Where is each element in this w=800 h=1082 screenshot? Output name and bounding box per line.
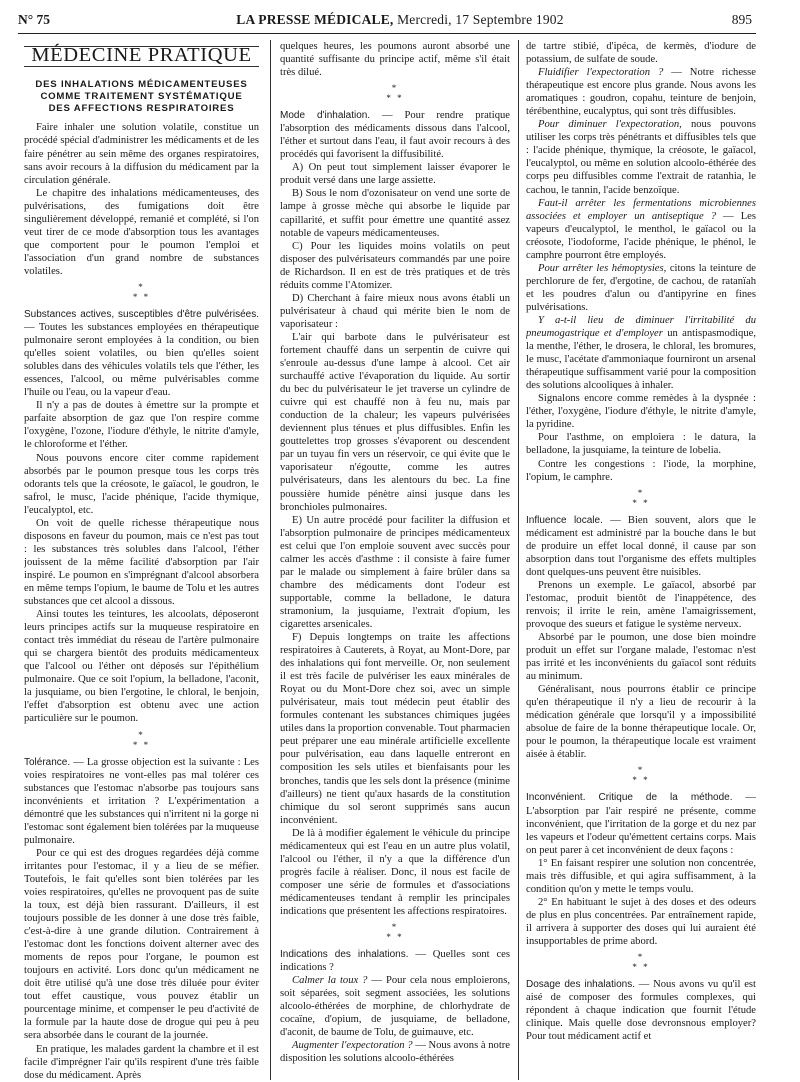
issue-date: Mercredi, 17 Septembre 1902 [397, 12, 564, 27]
paragraph: Il n'y a pas de doutes à émettre sur la prompte et parfaite absorption de gaz que l'on respire comme l'oxygène, l'ozone, l'iodure d'éthyle, le nitrite d'amyle, le chloroforme et l'éther. [24, 400, 259, 451]
paragraph: L'air qui barbote dans le pulvérisateur est fortement chauffé dans un serpentin de cuivre qui s'enroule au-dessus d'une lampe à alcool. Cet air surchauffé active l'évaporation du liquide. Au sortir du bec du pulvérisateur le jet traverse un cylindre de cuivre qui est chauffé non à feu nu, mais par conduction de la chaleur; les vapeurs pulvérisées deviennent plus ténues et plus diffusibles. Enfin les gouttelettes trop grosses s'évaporent ou descendent par un tuyau fin vers un réservoir, ce qui évite que le vaporisateur n'égoutte, comme les autres pulvérisateurs, dans les alentours du bec. La fine poussière humide pénètre ainsi jusque dans les bronchioles pulmonaires. [280, 331, 510, 513]
section-separator-stars: * * * [386, 83, 404, 104]
article-title-line: DES INHALATIONS MÉDICAMENTEUSES [35, 79, 248, 91]
paragraph: de tartre stibié, d'ipéca, de kermès, d'iodure de potassium, de sulfate de soude. [526, 41, 756, 66]
subheading: Indications des inhalations. [280, 949, 409, 961]
italic-question: Faut-il arrêter les fermentations microbiennes associées et employer un antiseptique ? [526, 197, 756, 222]
issue-number: N° 75 [18, 12, 51, 27]
subheading: Inconvénient. Critique de la méthode. [526, 792, 733, 804]
paragraph: Calmer la toux ? — Pour cela nous emploierons, soit séparées, soit segment associées, les solutions alcoolo-éthérées de morphine, de chlorhydrate de cocaïne, d'opium, de jusquiame, de belladone, d'aconit, de baume de Tolu, de guimauve, etc. [280, 975, 510, 1039]
paragraph: On voit de quelle richesse thérapeutique nous disposons en faveur du poumon, mais ce n'est pas tout : les substances très solubles dans l'alcool, l'éther jouissent de la même facilité d'absorption par l'air inspiré. Le poumon en s'imprégnant d'alcool absorbera en même temps l'opium, le baume de Tolu et les autres substances que cet alcool a dissous. [24, 517, 259, 608]
paragraph: Inconvénient. Critique de la méthode. — L'absorption par l'air respiré ne présente, comme inconvénient, que l'irritation de la gorge et du nez par les vapeurs et l'odeur qu'émettent certains corps. Mais on peut parer à cet inconvénient de deux façons : [526, 792, 756, 856]
article-title-line: DES AFFECTIONS RESPIRATOIRES [48, 102, 235, 114]
column-divider [518, 40, 519, 1080]
paragraph: Faut-il arrêter les fermentations microbiennes associées et employer un antiseptique ? — Les vapeurs d'eucalyptol, le menthol, le gaïacol ou la créosote, l'iodoforme, l'acide phénique, le phénol, le camphre pourront être employés. [526, 197, 756, 261]
italic-question: Y a-t-il lieu de diminuer l'irritabilité du pneumogastrique et d'employer [526, 314, 756, 340]
paragraph: Influence locale. — Bien souvent, alors que le médicament est administré par la bouche dans le but de produire un effet local donné, il cause par son absorption dans tout l'organisme des effets multiples dont quelques-uns peuvent être nuisibles. [526, 514, 756, 578]
paragraph: Contre les congestions : l'iode, la morphine, l'opium, le camphre. [526, 458, 756, 483]
article-title [24, 79, 259, 114]
column-3 [526, 40, 756, 1080]
italic-question: Pour arrêter les hémoptysies, [538, 262, 667, 274]
running-header [0, 10, 800, 32]
paragraph: Pour diminuer l'expectoration, nous pouvons utiliser les corps très pénétrants et diffusibles tels que : l'acide phénique, thymique, la créosote, le gaïacol, l'eucalyptol, ou même en solution alcoolo-éthérée des corps peu diffusibles comme l'extrait de ratanhia, le cachou, le tannin, l'acide benzoïque. [526, 119, 756, 196]
paragraph: C) Pour les liquides moins volatils on peut disposer des pulvérisateurs commandés par une poire de Richardson. Il en est de très pratiques et de très réduits comme l'Atomizer. [280, 240, 510, 291]
paragraph: D) Cherchant à faire mieux nous avons établi un pulvérisateur à chaud qui mérite bien le nom de vaporisateur : [280, 292, 510, 330]
paragraph: Généralisant, nous pourrons établir ce principe qu'en thérapeutique il n'y a lieu de recourir à la médication générale que lorsqu'il y a impossibilité absolue de faire de la bonne thérapeutique locale. Or, pour le poumon, la thérapeutique locale est vraiment aisée à établir. [526, 684, 756, 761]
paragraph: 1° En faisant respirer une solution non concentrée, mais très diffusible, et qui agira suffisamment, à la condition qu'on y mette le temps voulu. [526, 857, 756, 895]
paragraph: Pour l'asthme, on emploiera : le datura, la belladone, la jusquiame, la teinture de lobelia. [526, 432, 756, 457]
paragraph: A) On peut tout simplement laisser évaporer le produit versé dans une large assiette. [280, 162, 510, 187]
paragraph: B) Sous le nom d'ozonisateur on vend une sorte de lampe à grosse mèche qui absorbe le liquide par capillarité, et suffit pour émettre une quantité assez notable de vapeurs médicamenteuses. [280, 188, 510, 239]
paragraph: Pour ce qui est des drogues regardées déjà comme irritantes pour l'estomac, il y a lieu de se méfier. Toutefois, le fait qu'elles sont bien tolérées par les voies respiratoires, qu'elles ne provoquent pas de suite la toux, est déjà bien rassurant. D'ailleurs, il est toujours possible de les donner à une dose très faible, c'est-à-dire à une grande dilution. Contrairement à l'estomac dont les fonctions doivent alterner avec des moments de repos pour l'organe, le poumon est toujours en activité. Lors donc qu'un médicament ne doit être utilisé qu'à une dose très diluée pour éviter tout effet caustique, vous pouvez établir un pourcentage minime, et compenser le peu d'activité de la formule par la haute dose de drogue qui peu à peu sera absorbée dans le courant de la journée. [24, 847, 259, 1042]
paragraph: Prenons un exemple. Le gaïacol, absorbé par l'estomac, produit bientôt de l'inappétence, des renvois; il irrite le rein, amène l'amaigrissement, provoque des sueurs et fatigue le système nerveux. [526, 579, 756, 630]
section-title: MÉDECINE PRATIQUE [24, 46, 259, 67]
paragraph: Mode d'inhalation. — Pour rendre pratique l'absorption des médicaments dissous dans l'alcool, l'éther et surtout dans l'eau, il faut avoir recours à des procédés qui favorisent la diffusibilité. [280, 110, 510, 161]
paragraph: Substances actives, susceptibles d'être pulvérisées. — Toutes les substances employées en thérapeutique pulmonaire seront employées à la condition, ou bien qu'elles soient volatiles, ou bien qu'elles soient solubles dans des véhicules volatils tels que l'éther, les essences, l'alcool, ou même pulvérisables comme l'huile ou l'eau, ou la vapeur d'eau. [24, 309, 259, 399]
section-separator-stars: * * * [132, 282, 151, 302]
paragraph: En pratique, les malades gardent la chambre et il est facile d'imprégner l'air qu'ils respirent d'une très faible dose du médicament. Après [24, 1043, 259, 1080]
section-separator-stars: * * * [132, 729, 151, 750]
paragraph: Fluidifier l'expectoration ? — Notre richesse thérapeutique est encore plus grande. Nous avons les aromatiques : goudron, copahu, teinture de benjoin, térébenthine, eucalyptus, qui sont très diffusibles. [526, 67, 756, 118]
paragraph: Ainsi toutes les teintures, les alcoolats, déposeront leurs principes actifs sur la muqueuse respiratoire en contact très immédiat du réseau de l'artère pulmonaire qui se chargera bientôt des produits médicamenteux que l'alcool ou l'éther ont déposés sur l'épithélium pulmonaire. Que ce soit l'opium, la belladone, l'aconit, la jusquiame, ou bien l'ergotine, le chloral, le benjoin, l'effet d'absorption est obtenu avec une action particulière sur le poumon. [24, 609, 259, 725]
paragraph: E) Un autre procédé pour faciliter la diffusion et l'absorption pulmonaire de principes médicamenteux est celui que l'on emploie souvent avec succès pour calmer les accès d'asthme : il consiste à faire fumer par le malade ou simplement à faire brûler dans sa chambre des médicaments dont l'odeur est supportable, comme la belladone, le datura stramonium, la jusquiame, l'extrait d'opium, les cigarettes arsenicales. [280, 514, 510, 630]
subheading: Mode d'inhalation. [280, 110, 371, 122]
section-separator-stars: * * * [632, 765, 650, 786]
italic-question: Augmenter l'expectoration ? [292, 1040, 413, 1052]
header-rule [18, 33, 756, 34]
paragraph: De là à modifier également le véhicule du principe médicamenteux qui est l'eau en un autre plus volatil, l'alcool ou l'éther, il n'y a que la différence d'un progrès facile à réaliser. Donc, il nous est facile de composer une série de formules et d'associations médicamenteuses tendant à remplir les principales indications que présentent les affections respiratoires. [280, 827, 510, 917]
article-title-line: COMME TRAITEMENT SYSTÉMATIQUE [40, 90, 243, 102]
italic-question: Fluidifier l'expectoration ? [538, 67, 664, 79]
paragraph: Nous pouvons encore citer comme rapidement absorbés par le poumon presque tous les corps très odorants tels que la créosote, le gaïacol, le goudron, le safrol, le musc, l'acide phénique, l'acide thymique, l'eucalyptol, etc. [24, 452, 259, 516]
section-separator-stars: * * * [632, 952, 650, 973]
column-1 [24, 40, 259, 1080]
section-separator-stars: * * * [632, 487, 650, 508]
page-number: 895 [731, 12, 752, 27]
subheading: Tolérance. [24, 756, 71, 768]
paragraph: Absorbé par le poumon, une dose bien moindre produit un effet sur l'organe malade, l'estomac n'est pas irrité et les inconvénients du gaïacol sont réduits au minimum. [526, 632, 756, 683]
paragraph: Augmenter l'expectoration ? — Nous avons à notre disposition les solutions alcoolo-éthérées [280, 1040, 510, 1065]
italic-question: Calmer la toux ? [292, 975, 368, 987]
subheading: Influence locale. [526, 514, 603, 526]
paragraph: quelques heures, les poumons auront absorbé une quantité suffisante du principe actif, même s'il était très dilué. [280, 41, 510, 79]
section-separator-stars: * * * [386, 922, 404, 943]
paragraph: Indications des inhalations. — Quelles sont ces indications ? [280, 949, 510, 974]
paragraph: Le chapitre des inhalations médicamenteuses, des pulvérisations, des fumigations doit être singulièrement développé, remanié et complété, si l'on veut tirer de ce mode d'absorption tous les avantages que comportent pour le poumon l'emploi et l'association d'un grand nombre de substances volatiles. [24, 187, 259, 277]
paragraph: Y a-t-il lieu de diminuer l'irritabilité du pneumogastrique et d'employer un antispasmodique, la menthe, l'éther, le drosera, le chloral, les bromures, le musc, l'acétate d'ammoniaque fourniront un arsenal thérapeutique suffisamment varié pour la composition des solutions alcooliques à inhaler. [526, 314, 756, 392]
paragraph: Signalons encore comme remèdes à la dyspnée : l'éther, l'oxygène, l'iodure d'éthyle, le nitrite d'amyle, la pyridine. [526, 393, 756, 431]
subheading: Dosage des inhalations. [526, 979, 635, 991]
paragraph: Pour arrêter les hémoptysies, citons la teinture de perchlorure de fer, d'ergotine, de cachou, de ratanïah et les poudres d'alun ou d'antipyrine en fines pulvérisations. [526, 262, 756, 313]
subheading: Substances actives, susceptibles d'être pulvérisées. [24, 309, 259, 320]
column-divider [270, 40, 271, 1080]
paragraph: F) Depuis longtemps on traite les affections respiratoires à Cauterets, à Royat, au Mont-Dore, par des inhalations qui font merveille. Or, non seulement il est très facile de pulvériser les eaux minérales de Royat ou du Mont-Dore chez soi, avec un simple pulvérisateur, mais tout médecin peut établir des formules contenant les substances chimiques jugées utiles dans la proportion convenable. Tout pharmacien peut préparer une eau minérale artificielle excellente pour pulvérisation, eau dans laquelle entreront en composition les sels utiles et bienfaisants pour les bronches, tandis que les sels dont la présence (minime d'ailleurs) ne tient qu'aux hasards de la constitution chimique du sol seront supprimés sans aucun inconvénient. [280, 632, 510, 826]
journal-title: LA PRESSE MÉDICALE, [236, 12, 394, 27]
paragraph: Faire inhaler une solution volatile, constitue un procédé spécial d'administrer les médicaments et de les faire pénétrer au sein même des organes respiratoires, sans avoir recours à la diffusion du médicament par la circulation générale. [24, 122, 259, 186]
paragraph: Tolérance. — La grosse objection est la suivante : Les voies respiratoires ne vont-elles pas mal tolérer ces substances que l'estomac n'absorbe pas toujours sans inconvénients et irritation ? L'expérimentation a démontré que les substances qui n'irritent ni la gorge ni l'estomac sont également bien tolérées par la muqueuse pulmonaire. [24, 756, 259, 846]
italic-question: Pour diminuer l'expectoration, [538, 119, 682, 131]
journal-title-line [0, 12, 800, 28]
paragraph: 2° En habituant le sujet à des doses et des odeurs de plus en plus concentrées. Par entraînement rapide, il arrivera à supporter des doses qui lui auraient été insupportables de prime abord. [526, 896, 756, 947]
paragraph: Dosage des inhalations. — Nous avons vu qu'il est aisé de composer des formules complexes, qui répondent à chaque indication que fournit l'étude clinique. Mais quelle dose devronsnous employer? Pour tout médicament actif et [526, 979, 756, 1043]
column-2 [280, 40, 510, 1080]
